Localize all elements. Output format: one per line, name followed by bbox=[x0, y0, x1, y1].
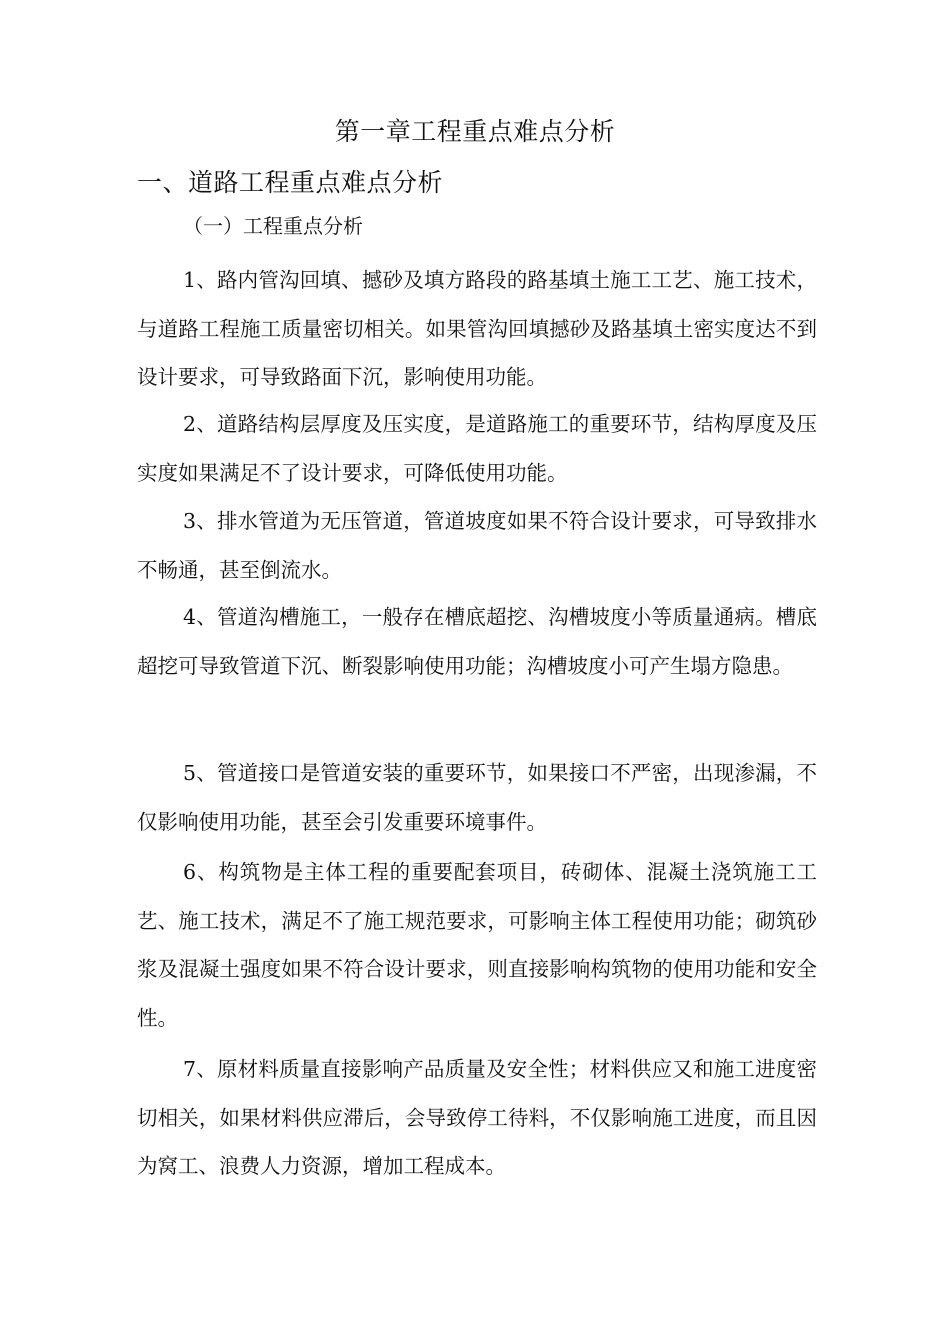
paragraph-1: 1、路内管沟回填、撼砂及填方路段的路基填土施工工艺、施工技术，与道路工程施工质量密切相关。如果管沟回填撼砂及路基填土密实度达不到设计要求，可导致路面下沉，影响使用功能。 bbox=[137, 268, 817, 389]
chapter-title: 第一章工程重点难点分析 bbox=[334, 117, 616, 146]
paragraph-6: 6、构筑物是主体工程的重要配套项目，砖砌体、混凝土浇筑施工工艺、施工技术，满足不了施工规范要求，可影响主体工程使用功能；砌筑砂浆及混凝土强度如果不符合设计要求，则直接影响构筑物的使用功能和安全性。 bbox=[137, 860, 817, 1030]
paragraph-4: 4、管道沟槽施工，一般存在槽底超挖、沟槽坡度小等质量通病。槽底超挖可导致管道下沉、断裂影响使用功能；沟槽坡度小可产生塌方隐患。 bbox=[137, 605, 817, 678]
paragraph-2: 2、道路结构层厚度及压实度，是道路施工的重要环节，结构厚度及压实度如果满足不了设计要求，可降低使用功能。 bbox=[137, 412, 817, 485]
paragraph-3: 3、排水管道为无压管道，管道坡度如果不符合设计要求，可导致排水不畅通，甚至倒流水。 bbox=[137, 509, 817, 582]
paragraph-5: 5、管道接口是管道安装的重要环节，如果接口不严密，出现渗漏，不仅影响使用功能，甚至会引发重要环境事件。 bbox=[137, 761, 817, 834]
paragraph-7: 7、原材料质量直接影响产品质量及安全性；材料供应又和施工进度密切相关，如果材料供应滞后，会导致停工待料，不仅影响施工进度，而且因为窝工、浪费人力资源，增加工程成本。 bbox=[137, 1057, 817, 1178]
sub-heading: （一）工程重点分析 bbox=[183, 214, 363, 238]
section-heading: 一、道路工程重点难点分析 bbox=[137, 168, 444, 197]
